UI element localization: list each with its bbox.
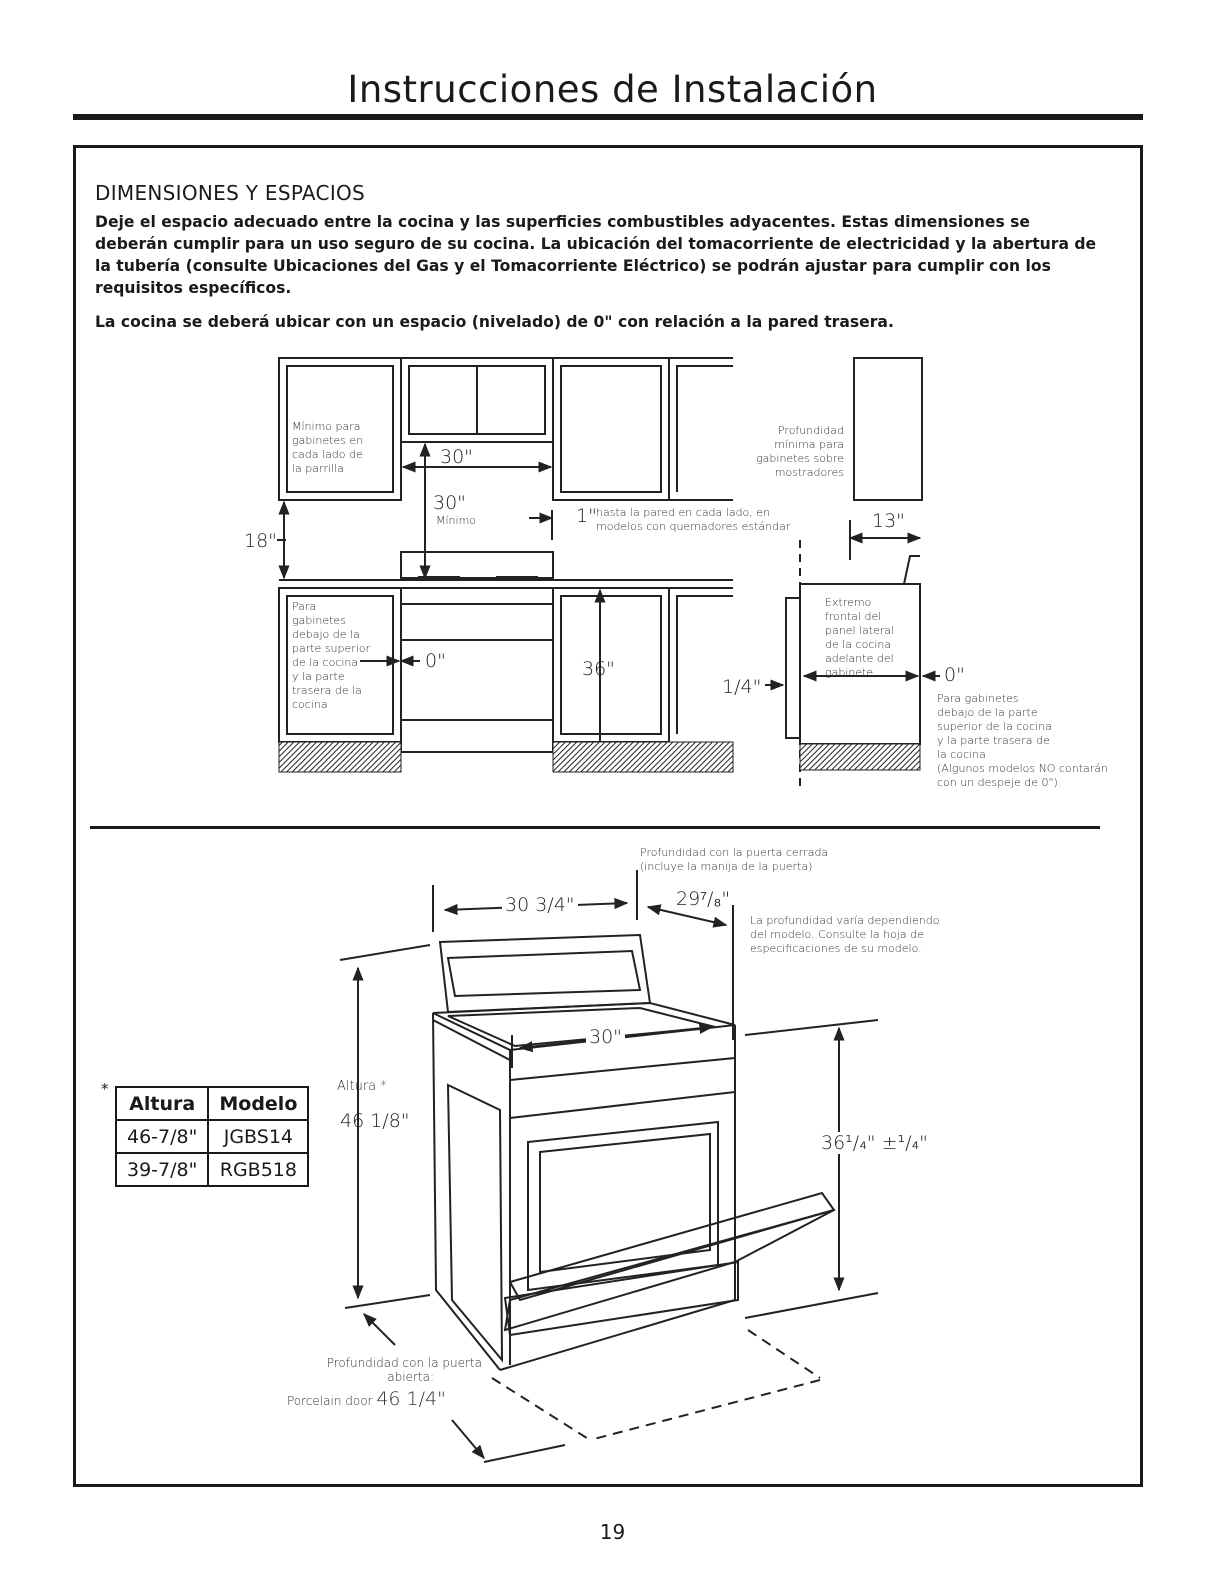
- right-note-line-6: (Algunos modelos NO contarán: [937, 762, 1109, 775]
- right-note-line-2: debajo de la parte: [937, 706, 1038, 719]
- under-cabinet-label: [292, 600, 370, 712]
- depth-note-line-2: del modelo. Consulte la hoja de: [750, 928, 924, 941]
- open-door-line-1: Profundidad con la puerta: [326, 1356, 482, 1370]
- right-note-line-1: Para gabinetes: [937, 692, 1019, 705]
- side-panel-label: [825, 596, 894, 680]
- header-model: Modelo: [208, 1087, 308, 1120]
- under-cab-line-4: parte superior: [292, 642, 371, 655]
- dim-1: 1": [576, 505, 597, 527]
- intro-paragraph: Deje el espacio adecuado entre la cocina y las superficies combustibles adyacentes. Estas dimensiones se deberán cumplir para un uso seguro de su cocina. La ubicación del tomacorriente de electricidad y la abertura de la tubería (consulte Ubicaciones del Gas y el Tomacorriente Eléctrico) se podrán ajustar para cumplir con los requisitos específicos.: [95, 213, 1097, 297]
- under-cab-line-5: de la cocina: [292, 656, 359, 669]
- depth-note: [750, 914, 939, 956]
- intro-paragraph-2: La cocina se deberá ubicar con un espacio (nivelado) de 0" con relación a la pared trasera.: [95, 313, 894, 331]
- under-cab-line-1: Para: [292, 600, 317, 613]
- cell-model: JGBS14: [208, 1120, 308, 1153]
- dim-width: 30 3/4": [502, 894, 578, 916]
- dim-18: 18": [244, 530, 277, 552]
- porcelain-door-value: 46 1/4": [376, 1388, 446, 1410]
- right-note-line-3: superior de la cocina: [937, 720, 1052, 733]
- table-row: [116, 1153, 308, 1186]
- page-number: 19: [599, 1520, 626, 1544]
- depth-note-line-3: especificaciones de su modelo.: [750, 942, 922, 955]
- cell-height: 46-7/8": [116, 1120, 208, 1153]
- right-note-line-4: y la parte trasera de: [937, 734, 1050, 747]
- depth-note-line-1: La profundidad varía dependiendo: [750, 914, 940, 927]
- dim-30-top: 30": [440, 446, 473, 468]
- under-cab-line-6: y la parte: [292, 670, 345, 683]
- section-heading: DIMENSIONES Y ESPACIOS: [95, 181, 366, 205]
- dim-quarter: 1/4": [722, 676, 762, 698]
- porcelain-door-text: [287, 1388, 446, 1410]
- closed-depth-line-2: (incluye la manija de la puerta): [640, 860, 813, 873]
- header-height: Altura: [116, 1087, 208, 1120]
- cell-height: 39-7/8": [116, 1153, 208, 1186]
- table-row: [116, 1120, 308, 1153]
- right-note-line-5: la cocina: [937, 748, 986, 761]
- min-label: Mínimo: [436, 514, 477, 527]
- side-panel-line-2: frontal del: [825, 610, 882, 623]
- wall-note-line-1: hasta la pared en cada lado, en: [596, 506, 771, 519]
- depth-line-4: mostradores: [774, 466, 844, 479]
- right-note: [937, 692, 1108, 790]
- dim-counter: 36¹/₄" ±¹/₄": [818, 1132, 931, 1154]
- dim-cooktop-30: 30": [586, 1026, 625, 1048]
- dim-30-min: 30": [433, 492, 466, 514]
- cell-model: RGB518: [208, 1153, 308, 1186]
- closed-depth-line-1: Profundidad con la puerta cerrada: [640, 846, 829, 859]
- wall-note: [596, 506, 790, 534]
- dim-0-right: 0": [944, 664, 965, 686]
- dim-0-left: 0": [425, 650, 446, 672]
- depth-line-2: mínima para: [774, 438, 844, 451]
- side-upper-cabinet: [854, 358, 922, 500]
- open-door-line-2: abierta:: [387, 1370, 434, 1384]
- min-cabinets-label: [292, 420, 363, 476]
- dim-depth: 29⁷/₈": [676, 888, 731, 910]
- table-header-row: [116, 1087, 308, 1120]
- under-cab-line-2: gabinetes: [292, 614, 346, 627]
- porcelain-door-label: Porcelain door: [287, 1394, 373, 1408]
- side-panel-line-4: de la cocina: [825, 638, 892, 651]
- under-cab-line-3: debajo de la: [292, 628, 360, 641]
- closed-depth-label: [640, 846, 828, 874]
- dim-13: 13": [872, 510, 905, 532]
- min-cabinets-line-3: cada lado de: [292, 448, 363, 461]
- side-panel-line-1: Extremo: [825, 596, 872, 609]
- dim-36: 36": [582, 658, 615, 680]
- side-panel-line-5: adelante del: [825, 652, 894, 665]
- under-cab-line-7: trasera de la: [292, 684, 362, 697]
- min-cabinets-line-1: Mínimo para: [292, 420, 361, 433]
- dim-height: 46 1/8": [340, 1110, 410, 1132]
- min-cabinets-line-2: gabinetes en: [292, 434, 364, 447]
- wall-note-line-2: modelos con quemadores estándar: [596, 520, 791, 533]
- open-door-label: [300, 1356, 482, 1384]
- depth-label: [720, 424, 844, 480]
- depth-line-1: Profundidad: [777, 424, 844, 437]
- table-asterisk: *: [101, 1080, 109, 1098]
- depth-line-3: gabinetes sobre: [756, 452, 844, 465]
- model-height-table: [115, 1086, 309, 1187]
- side-panel-line-3: panel lateral: [825, 624, 895, 637]
- page-title: Instrucciones de Instalación: [347, 68, 878, 111]
- min-cabinets-line-4: la parrilla: [292, 462, 344, 475]
- height-label: Altura *: [337, 1079, 387, 1094]
- under-cab-line-8: cocina: [292, 698, 328, 711]
- upper-cabinet-right: [553, 358, 669, 500]
- right-note-line-7: con un despeje de 0").: [937, 776, 1062, 789]
- section-divider: [90, 826, 1100, 829]
- side-panel-line-6: gabinete: [825, 666, 874, 679]
